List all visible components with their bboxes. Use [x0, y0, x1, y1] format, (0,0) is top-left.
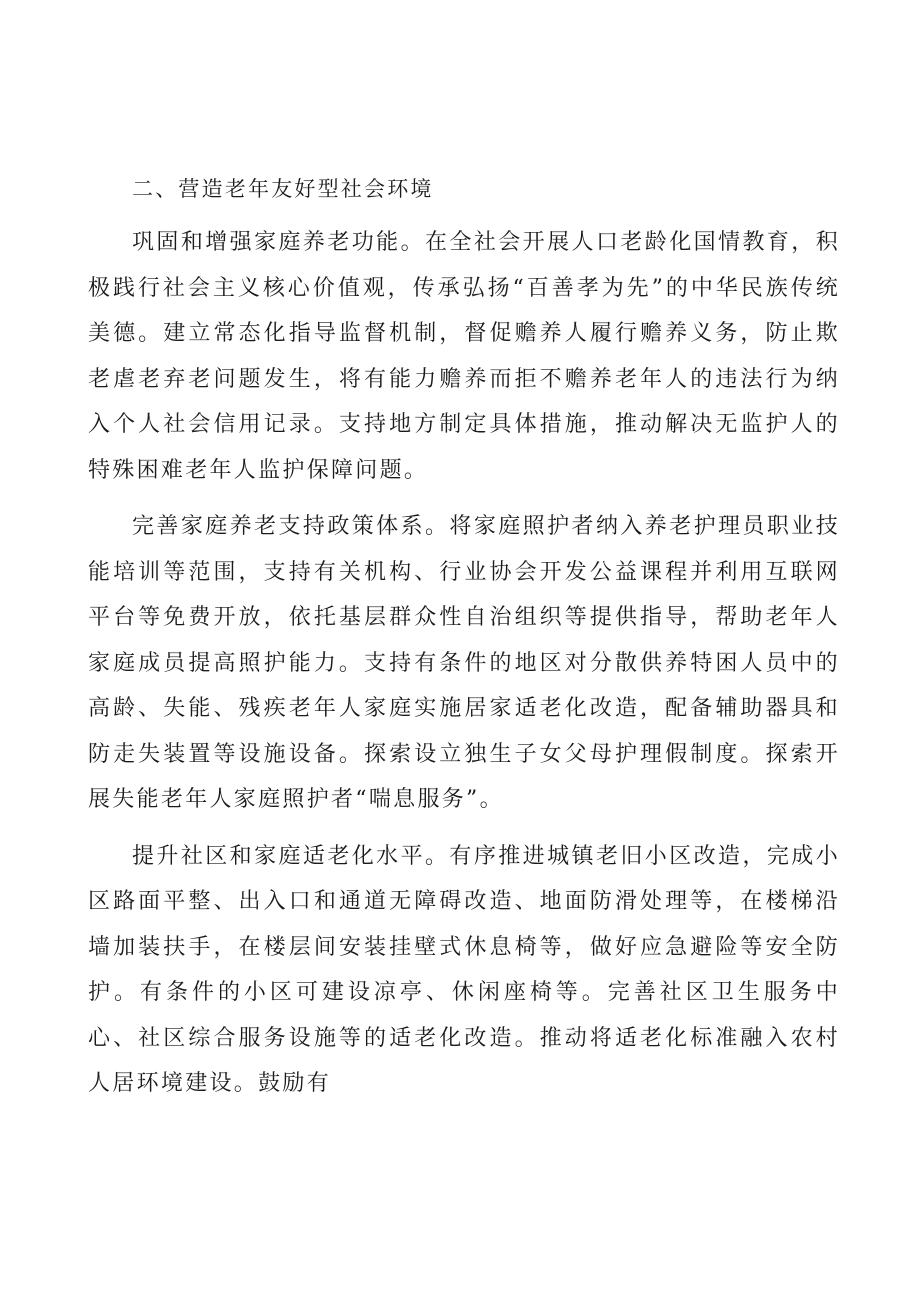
section-heading: 二、营造老年友好型社会环境 [132, 177, 434, 201]
document-body [88, 170, 840, 1118]
paragraph-family-support: 巩固和增强家庭养老功能。在全社会开展人口老龄化国情教育，积极践行社会主义核心价值观，传承弘扬“百善孝为先”的中华民族传统美德。建立常态化指导监督机制，督促赡养人履行赡养义务，防止欺老虐老弃老问题发生，将有能力赡养而拒不赡养老年人的违法行为纳入个人社会信用记录。支持地方制定具体措施，推动解决无监护人的特殊困难老年人监护保障问题。 [88, 230, 840, 483]
paragraph-policy-system: 完善家庭养老支持政策体系。将家庭照护者纳入养老护理员职业技能培训等范围，支持有关机构、行业协会开发公益课程并利用互联网平台等免费开放，依托基层群众性自治组织等提供指导，帮助老年人家庭成员提高照护能力。支持有条件的地区对分散供养特困人员中的高龄、失能、残疾老年人家庭实施居家适老化改造，配备辅助器具和防走失装置等设施设备。探索设立独生子女父母护理假制度。探索开展失能老年人家庭照护者“喘息服务”。 [88, 514, 840, 812]
paragraph-aging-friendly-community: 提升社区和家庭适老化水平。有序推进城镇老旧小区改造，完成小区路面平整、出入口和通道无障碍改造、地面防滑处理等，在楼梯沿墙加装扶手，在楼层间安装挂壁式休息椅等，做好应急避险等安全防护。有条件的小区可建设凉亭、休闲座椅等。完善社区卫生服务中心、社区综合服务设施等的适老化改造。推动将适老化标准融入农村人居环境建设。鼓励有 [88, 843, 840, 1096]
